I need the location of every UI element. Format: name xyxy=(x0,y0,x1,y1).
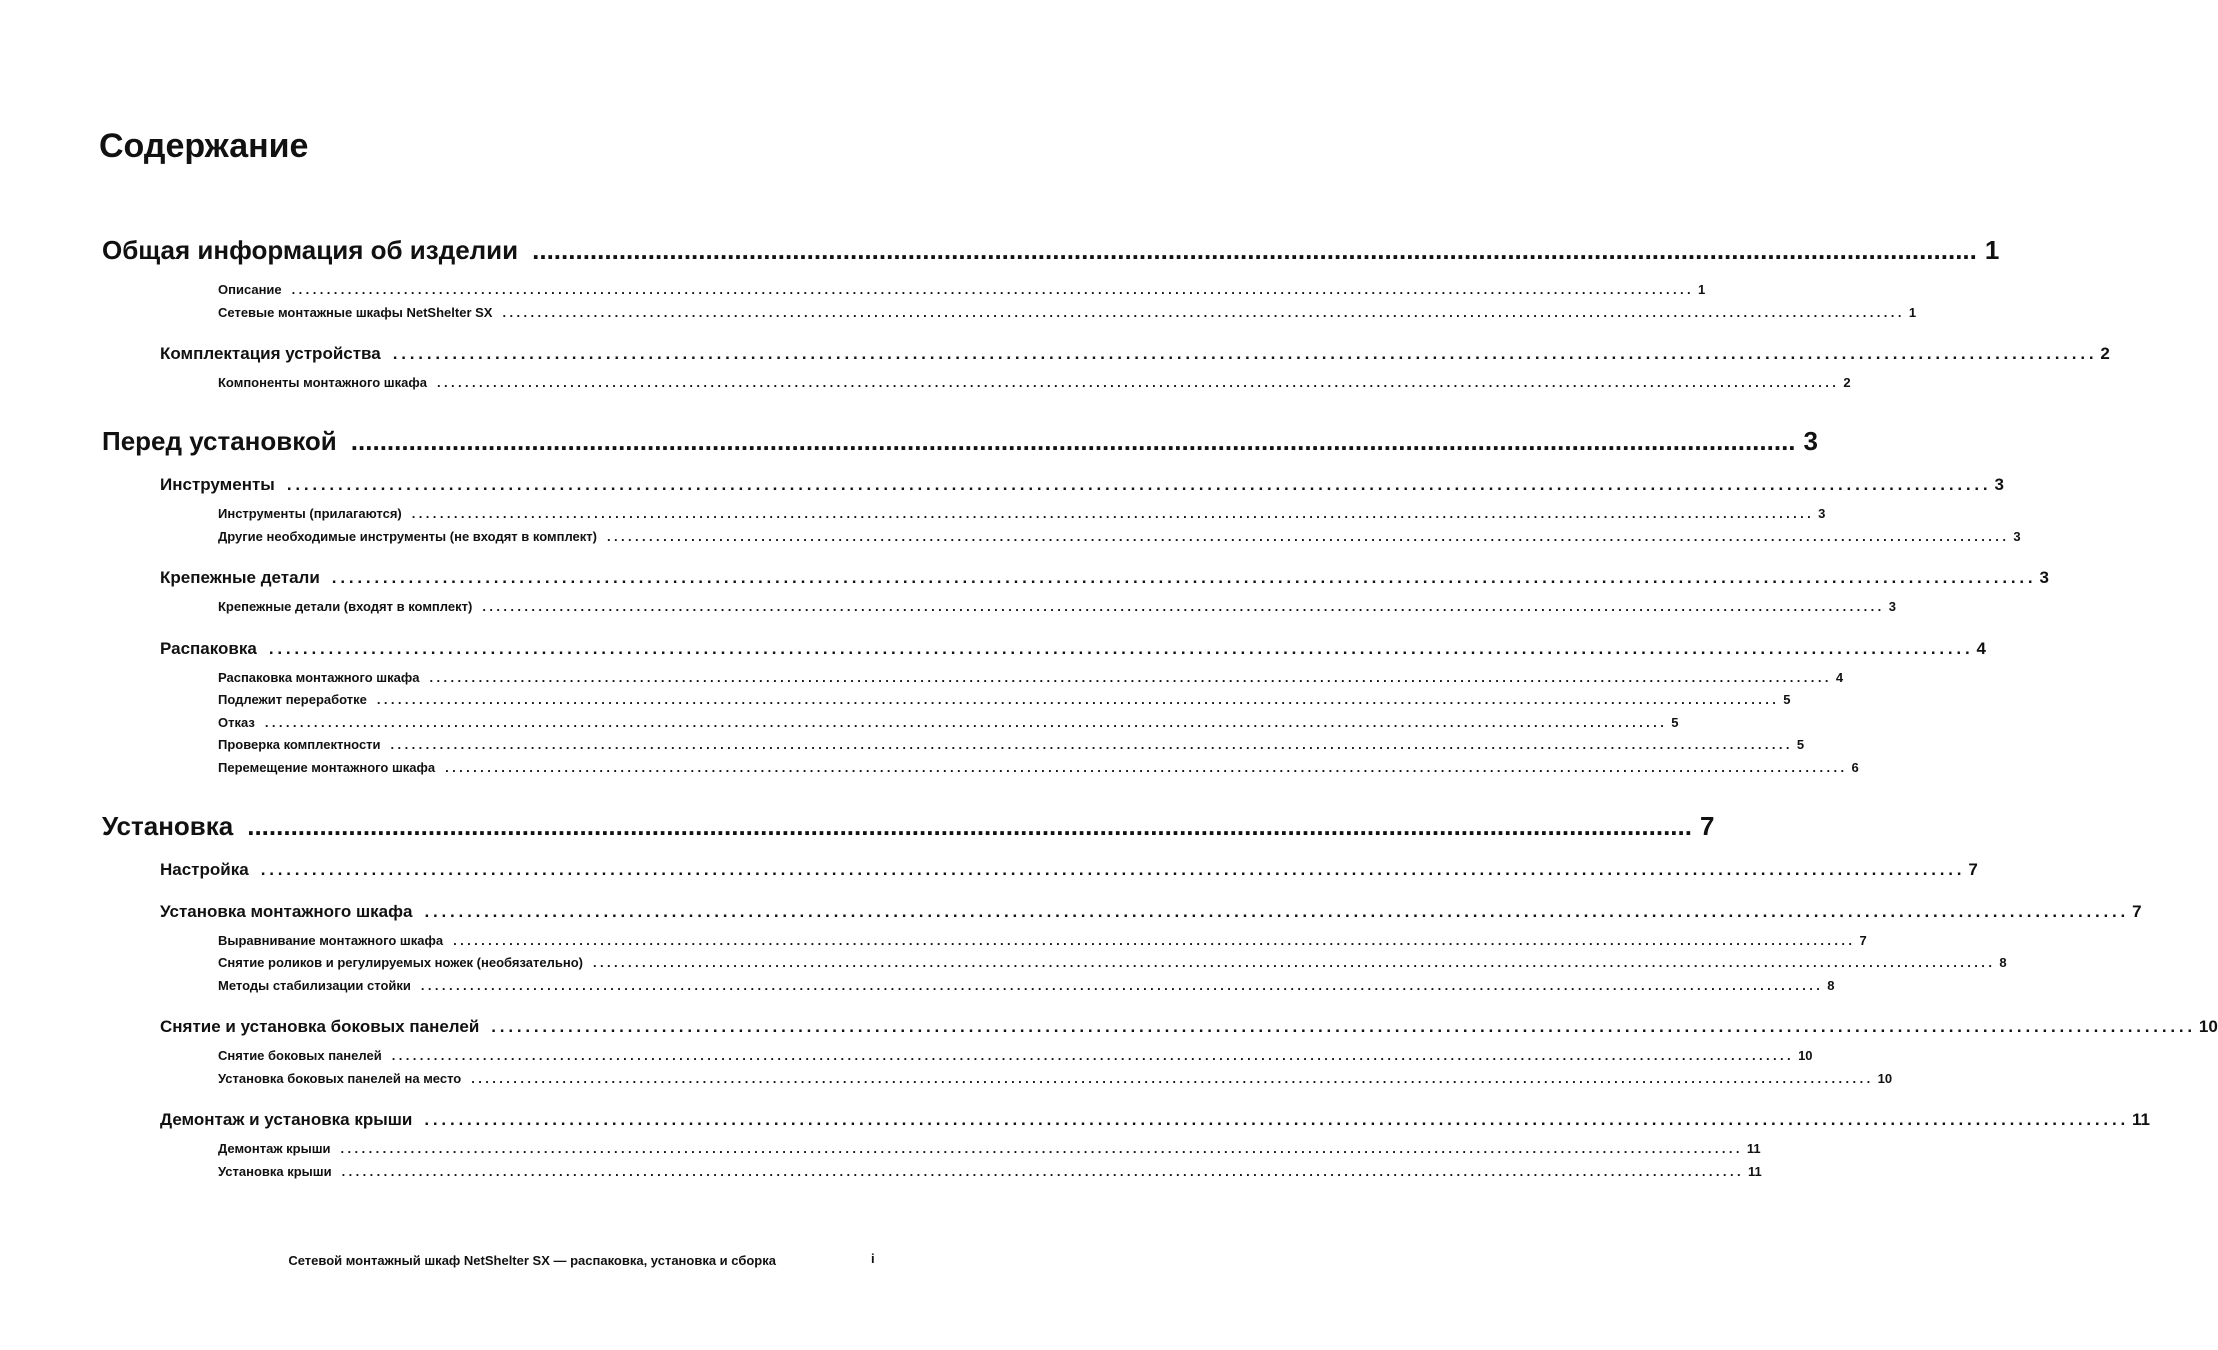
toc-entry-title: Установка монтажного шкафа xyxy=(160,902,413,921)
toc-leader-dots: ........................................................................................................................................................................................................ xyxy=(482,599,1885,614)
toc-leader-dots: ........................................................................................................................................................................................................ xyxy=(264,715,1668,730)
toc-leader-dots: ........................................................................................................................................................................................................ xyxy=(453,933,1856,948)
toc-section-entry[interactable] xyxy=(160,901,2142,923)
toc-entry-page: 4 xyxy=(1835,670,1844,685)
toc-entry-title: Комплектация устройства xyxy=(160,344,381,363)
toc-entry-title: Установка крыши xyxy=(218,1164,332,1179)
toc-entry-page: 5 xyxy=(1796,737,1805,752)
toc-entry-page: 8 xyxy=(1827,978,1835,993)
toc-entry-page: 1 xyxy=(1908,305,1917,320)
toc-entry-title: Распаковка xyxy=(160,639,257,658)
toc-entry-title: Инструменты xyxy=(160,475,275,494)
toc-leader-dots: ........................................................................................................................................................................................................ xyxy=(331,568,2037,587)
toc-section-entry[interactable] xyxy=(160,567,2049,589)
toc-leader-dots: ........................................................................................................................................................................................................ xyxy=(491,1017,2196,1036)
toc-subsection-entry[interactable] xyxy=(218,505,1826,523)
toc-leader-dots: ........................................................................................................................................................................................................ xyxy=(411,506,1815,521)
toc-subsection-entry[interactable] xyxy=(218,528,2021,546)
toc-leader-dots: ........................................................................................................................................................................................................ xyxy=(471,1071,1874,1086)
toc-leader-dots: ........................................................................................................................................................................................................ xyxy=(376,692,1780,707)
toc-entry-page: 11 xyxy=(2132,1110,2150,1129)
toc-entry-page: 3 xyxy=(1818,506,1826,521)
toc-entry-title: Общая информация об изделии xyxy=(102,235,519,265)
toc-entry-page: 3 xyxy=(2013,529,2021,544)
toc-entry-title: Сетевые монтажные шкафы NetShelter SX xyxy=(218,305,493,320)
toc-entry-title: Методы стабилизации стойки xyxy=(218,978,411,993)
toc-leader-dots: ........................................................................................................................................................................................................ xyxy=(247,811,1692,841)
toc-leader-dots: ........................................................................................................................................................................................................ xyxy=(532,235,1977,265)
toc-entry-page: 7 xyxy=(1699,811,1715,841)
toc-entry-page: 1 xyxy=(1698,282,1706,297)
toc-entry-title: Выравнивание монтажного шкафа xyxy=(218,933,444,948)
toc-section-entry[interactable] xyxy=(160,474,2004,496)
toc-leader-dots: ........................................................................................................................................................................................................ xyxy=(340,1141,1743,1156)
toc-leader-dots: ........................................................................................................................................................................................................ xyxy=(341,1164,1744,1179)
toc-subsection-entry[interactable] xyxy=(218,759,1859,777)
toc-entry-page: 7 xyxy=(1968,860,1978,879)
toc-subsection-entry[interactable] xyxy=(218,304,1917,322)
toc-subsection-entry[interactable] xyxy=(218,954,2007,972)
toc-entry-title: Проверка комплектности xyxy=(218,737,381,752)
toc-leader-dots: ........................................................................................................................................................................................................ xyxy=(286,475,1992,494)
toc-entry-title: Установка xyxy=(102,811,234,841)
toc-leader-dots: ........................................................................................................................................................................................................ xyxy=(392,344,2098,363)
toc-subsection-entry[interactable] xyxy=(218,736,1805,754)
toc-subsection-entry[interactable] xyxy=(218,374,1851,392)
toc-entry-page: 2 xyxy=(2100,344,2110,363)
toc-subsection-entry[interactable] xyxy=(218,1047,1813,1065)
toc-leader-dots: ........................................................................................................................................................................................................ xyxy=(502,305,1905,320)
footer-page-number: i xyxy=(871,1251,875,1266)
toc-entry-title: Распаковка монтажного шкафа xyxy=(218,670,420,685)
toc-subsection-entry[interactable] xyxy=(218,932,1867,950)
toc-entry-title: Крепежные детали xyxy=(160,568,320,587)
toc-entry-page: 8 xyxy=(1999,955,2007,970)
toc-entry-page: 10 xyxy=(1798,1048,1813,1063)
toc-entry-title: Описание xyxy=(218,282,282,297)
toc-leader-dots: ........................................................................................................................................................................................................ xyxy=(592,955,1996,970)
toc-leader-dots: ........................................................................................................................................................................................................ xyxy=(424,902,2130,921)
toc-entry-page: 11 xyxy=(1747,1164,1762,1179)
toc-subsection-entry[interactable] xyxy=(218,281,1706,299)
toc-entry-title: Перемещение монтажного шкафа xyxy=(218,760,436,775)
toc-leader-dots: ........................................................................................................................................................................................................ xyxy=(391,1048,1795,1063)
toc-chapter-entry[interactable] xyxy=(102,424,1818,458)
toc-leader-dots: ........................................................................................................................................................................................................ xyxy=(429,670,1832,685)
toc-entry-page: 5 xyxy=(1783,692,1791,707)
toc-entry-page: 7 xyxy=(2132,902,2142,921)
toc-subsection-entry[interactable] xyxy=(218,669,1844,687)
toc-entry-title: Инструменты (прилагаются) xyxy=(218,506,402,521)
toc-entry-title: Снятие боковых панелей xyxy=(218,1048,382,1063)
toc-section-entry[interactable] xyxy=(160,1109,2150,1131)
toc-leader-dots: ........................................................................................................................................................................................................ xyxy=(390,737,1793,752)
toc-subsection-entry[interactable] xyxy=(218,714,1679,732)
toc-subsection-entry[interactable] xyxy=(218,598,1896,616)
toc-leader-dots: ........................................................................................................................................................................................................ xyxy=(268,639,1974,658)
toc-entry-title: Крепежные детали (входят в комплект) xyxy=(218,599,473,614)
toc-entry-title: Снятие и установка боковых панелей xyxy=(160,1017,480,1036)
toc-leader-dots: ........................................................................................................................................................................................................ xyxy=(420,978,1824,993)
toc-entry-page: 10 xyxy=(2198,1017,2218,1036)
toc-entry-page: 6 xyxy=(1851,760,1859,775)
toc-entry-page: 3 xyxy=(1994,475,2004,494)
toc-leader-dots: ........................................................................................................................................................................................................ xyxy=(350,426,1796,456)
toc-section-entry[interactable] xyxy=(160,859,1978,881)
toc-entry-title: Перед установкой xyxy=(102,426,337,456)
toc-leader-dots: ........................................................................................................................................................................................................ xyxy=(260,860,1966,879)
toc-entry-title: Демонтаж и установка крыши xyxy=(160,1110,413,1129)
toc-chapter-entry[interactable] xyxy=(102,233,2000,267)
page-title: Содержание xyxy=(99,127,309,165)
toc-entry-title: Установка боковых панелей на место xyxy=(218,1071,462,1086)
toc-entry-title: Снятие роликов и регулируемых ножек (необязательно) xyxy=(218,955,583,970)
toc-leader-dots: ........................................................................................................................................................................................................ xyxy=(424,1110,2130,1129)
toc-subsection-entry[interactable] xyxy=(218,977,1835,995)
toc-section-entry[interactable] xyxy=(160,638,1986,660)
toc-section-entry[interactable] xyxy=(160,343,2110,365)
toc-chapter-entry[interactable] xyxy=(102,809,1715,843)
toc-entry-page: 10 xyxy=(1877,1071,1893,1086)
toc-leader-dots: ........................................................................................................................................................................................................ xyxy=(436,375,1840,390)
toc-leader-dots: ........................................................................................................................................................................................................ xyxy=(291,282,1695,297)
toc-entry-title: Подлежит переработке xyxy=(218,692,367,707)
toc-leader-dots: ........................................................................................................................................................................................................ xyxy=(445,760,1848,775)
toc-entry-page: 5 xyxy=(1671,715,1679,730)
toc-entry-page: 11 xyxy=(1746,1141,1761,1156)
toc-subsection-entry[interactable] xyxy=(218,1140,1761,1158)
toc-entry-page: 3 xyxy=(1803,426,1818,456)
toc-entry-page: 1 xyxy=(1984,235,2000,265)
toc-entry-title: Компоненты монтажного шкафа xyxy=(218,375,427,390)
toc-entry-title: Другие необходимые инструменты (не входят в комплект) xyxy=(218,529,597,544)
toc-entry-title: Демонтаж крыши xyxy=(218,1141,331,1156)
toc-entry-page: 3 xyxy=(1888,599,1896,614)
toc-entry-page: 4 xyxy=(1976,639,1986,658)
toc-entry-page: 7 xyxy=(1859,933,1867,948)
toc-subsection-entry[interactable] xyxy=(218,691,1791,709)
footer-title: Сетевой монтажный шкаф NetShelter SX — распаковка, установка и сборка xyxy=(288,1253,776,1268)
toc-leader-dots: ........................................................................................................................................................................................................ xyxy=(606,529,2010,544)
toc-entry-page: 2 xyxy=(1843,375,1851,390)
toc-entry-page: 3 xyxy=(2039,568,2049,587)
toc-subsection-entry[interactable] xyxy=(218,1163,1762,1181)
toc-section-entry[interactable] xyxy=(160,1016,2218,1038)
toc-entry-title: Отказ xyxy=(218,715,255,730)
toc-subsection-entry[interactable] xyxy=(218,1070,1893,1088)
toc-entry-title: Настройка xyxy=(160,860,249,879)
